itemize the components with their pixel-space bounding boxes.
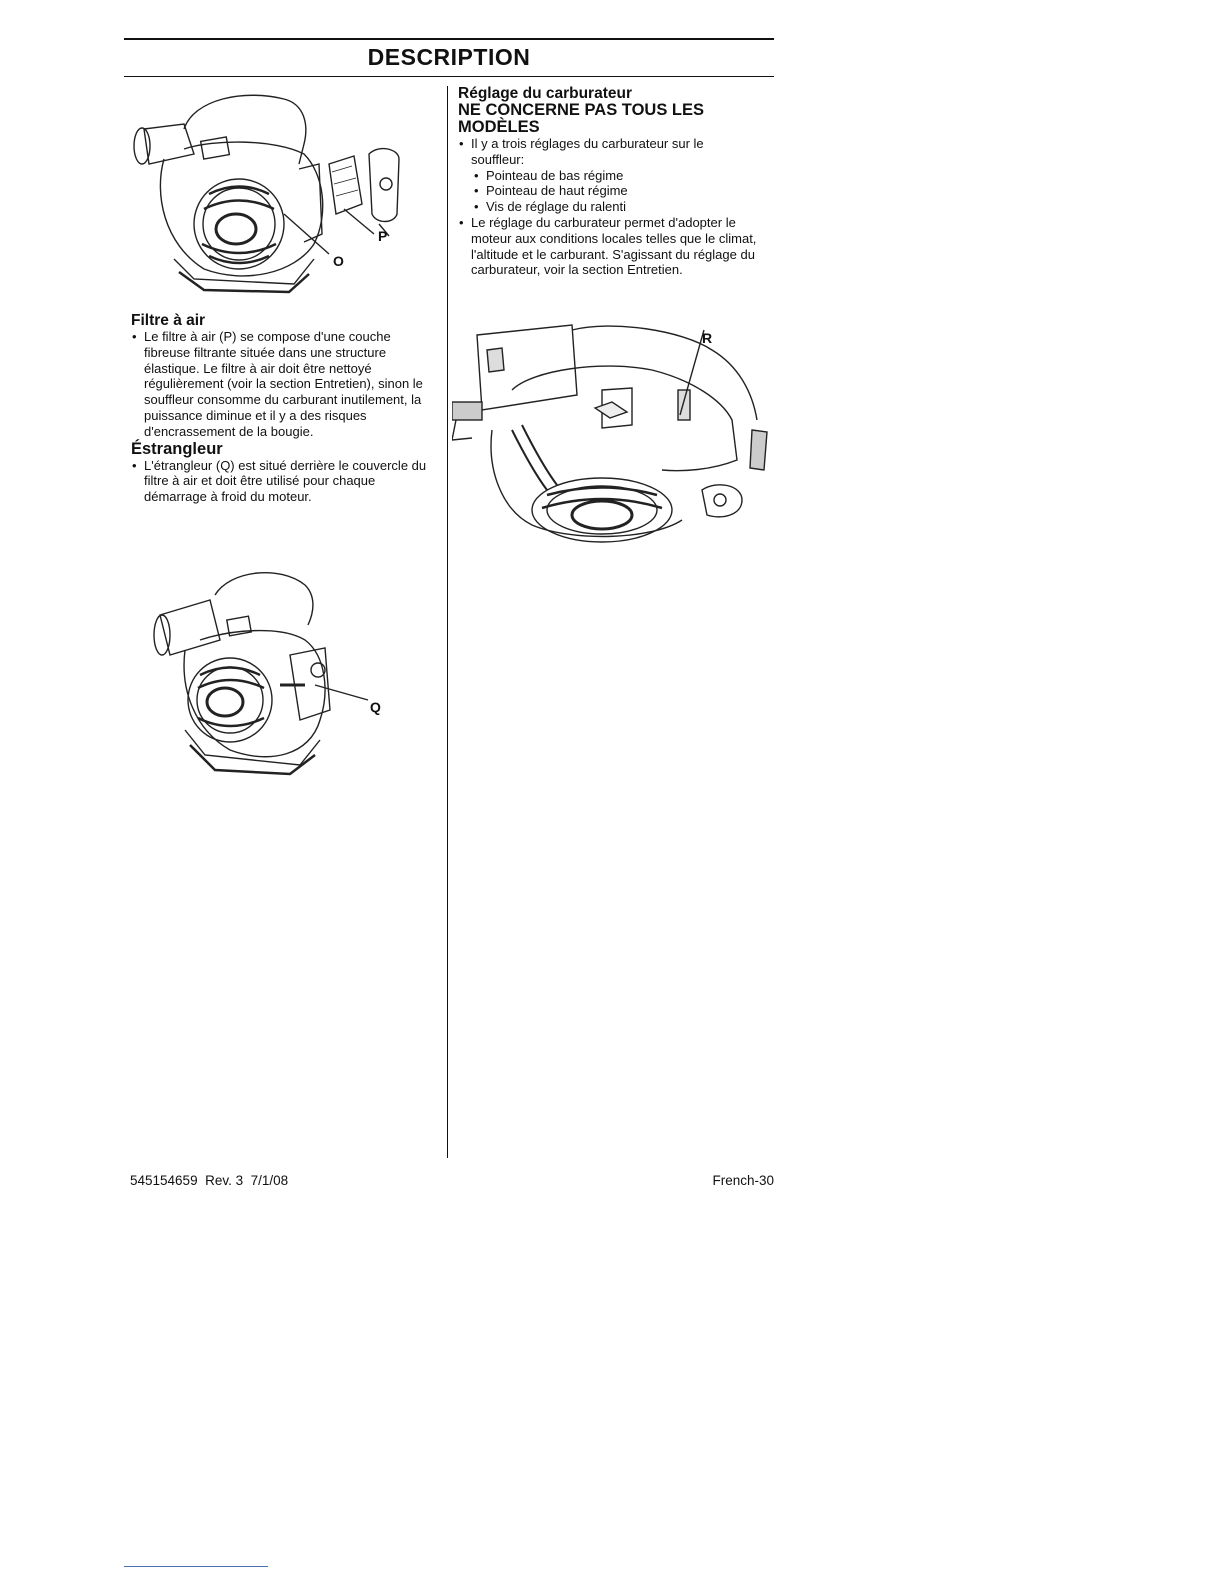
air-filter-heading: Filtre à air	[131, 312, 206, 329]
callout-q: Q	[370, 699, 381, 715]
sub-bullet-high-speed: • Pointeau de haut régime	[473, 183, 758, 199]
callout-o: O	[333, 253, 344, 269]
choke-list	[131, 458, 431, 505]
choke-illustration	[140, 560, 400, 780]
left-column	[131, 84, 431, 505]
choke-heading: Éstrangleur	[131, 439, 223, 458]
footer-page-number: French-30	[712, 1173, 774, 1188]
page-title: DESCRIPTION	[367, 44, 531, 70]
callout-r: R	[702, 330, 713, 346]
carburetor-bullet-settings-text: Il y a trois réglages du carburateur sur le souffleur:	[471, 136, 704, 167]
sub-bullet-low-speed: • Pointeau de bas régime	[473, 168, 758, 184]
header-bottom-rule	[124, 76, 774, 77]
carburetor-list	[458, 136, 758, 278]
air-filter-list	[131, 329, 431, 440]
carburetor-bullet-adjustment: • Le réglage du carburateur permet d'adopter le moteur aux conditions locales telles que le climat, l'altitude et le carburant. S'agissant du réglage du carburateur, voir la section Entretien.	[458, 215, 758, 278]
choke-bullet: • L'étrangleur (Q) est situé derrière le couvercle du filtre à air et doit être utilisé pour chaque démarrage à froid du moteur.	[131, 458, 431, 505]
column-divider	[447, 86, 448, 1158]
carburetor-heading: Réglage du carburateur	[458, 85, 632, 102]
callout-p: P	[378, 228, 388, 244]
carburetor-sub-list	[473, 168, 758, 215]
header-top-rule	[124, 38, 774, 40]
sub-bullet-idle: • Vis de réglage du ralenti	[473, 199, 758, 215]
footer-link-line	[124, 1566, 268, 1567]
carburetor-illustration	[452, 320, 772, 550]
carburetor-subheading: NE CONCERNE PAS TOUS LES MODÈLES	[458, 101, 705, 136]
air-filter-bullet: • Le filtre à air (P) se compose d'une couche fibreuse filtrante située dans une structure élastique. Le filtre à air doit être nettoyé régulièrement (voir la section Entretien), sinon le souffleur consomme du carburant inutilement, la puissance diminue et il y a des risques d'encrassement de la bougie.	[131, 329, 431, 440]
carburetor-bullet-settings	[458, 136, 758, 215]
footer-doc-number: 545154659 Rev. 3 7/1/08	[130, 1173, 289, 1188]
right-column	[458, 86, 763, 278]
